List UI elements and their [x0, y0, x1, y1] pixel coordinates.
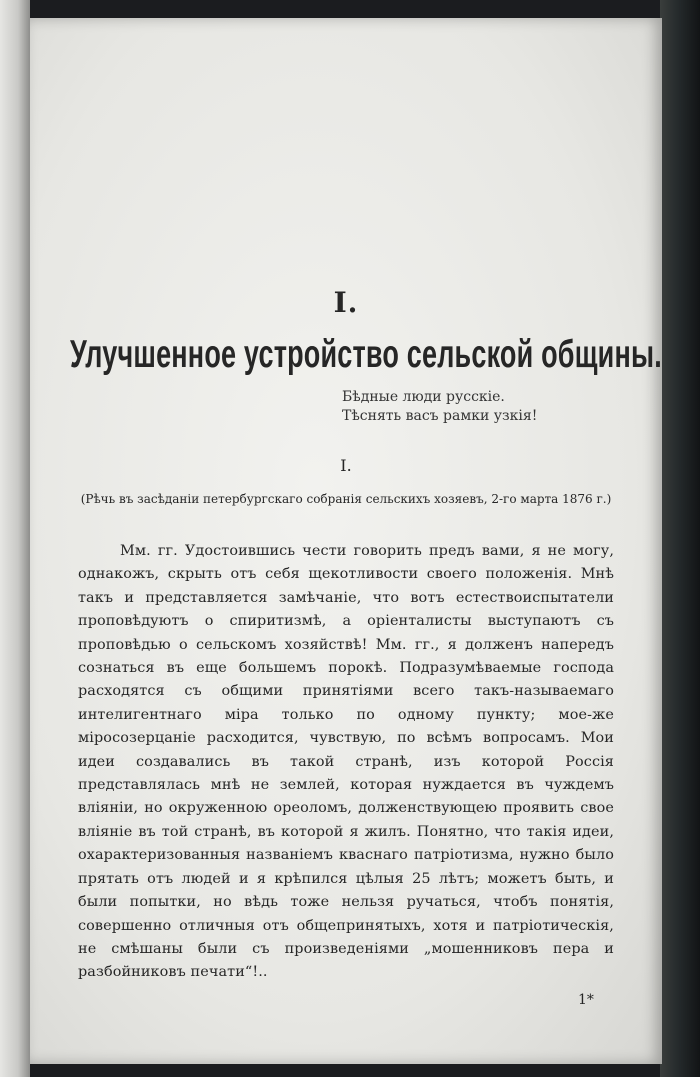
chapter-title: Улучшенное устройство сельской общины. — [70, 332, 662, 376]
book-binding — [660, 0, 700, 1077]
epigraph — [342, 388, 602, 426]
epigraph-line: Тѣснять васъ рамки узкія! — [342, 408, 538, 424]
speech-subtitle: (Рѣчь въ засѣданіи петербургскаго собранія сельскихъ хозяевъ, 2-го марта 1876 г.) — [80, 492, 612, 506]
book-page — [30, 18, 662, 1064]
adjacent-page-edge — [0, 0, 30, 1077]
signature-mark: 1* — [578, 992, 594, 1008]
section-number: I. — [340, 456, 352, 475]
body-paragraph: Мм. гг. Удостоившись чести говорить предъ вами, я не могу, однакожъ, скрыть отъ себя щекотливости своего положенія. Мнѣ такъ и представляется замѣчаніе, что вотъ естествоиспытатели проповѣдуютъ о спиритизмѣ, а оріенталисты выступаютъ съ проповѣдью о сельскомъ хозяйствѣ! Мм. гг., я долженъ напередъ сознаться въ еще большемъ порокѣ. Подразумѣваемые господа расходятся съ общими принятіями всего такъ-называемаго интелигентнаго міра только по одному пункту; мое-же міросозерцаніе расходится, чувствую, по всѣмъ вопросамъ. Мои идеи создавались въ такой странѣ, изъ которой Россія представлялась мнѣ не землей, которая нуждается въ чуждемъ вліяніи, но окруженною ореоломъ, долженствующею проявить свое вліяніе въ той странѣ, въ которой я жилъ. Понятно, что такія идеи, охарактеризованныя названіемъ кваснаго патріотизма, нужно было прятать отъ людей и я крѣпился цѣлыя 25 лѣтъ; можетъ быть, и были попытки, но вѣдь тоже нельзя ручаться, чтобъ понятія, совершенно отличныя отъ общепринятыхъ, хотя и патріотическія, не смѣшаны были съ произведеніями „мошенниковъ пера и разбойниковъ печати“!.. — [78, 543, 614, 981]
epigraph-line: Бѣдные люди русскіе. — [342, 389, 505, 405]
chapter-numeral: I. — [333, 286, 359, 319]
